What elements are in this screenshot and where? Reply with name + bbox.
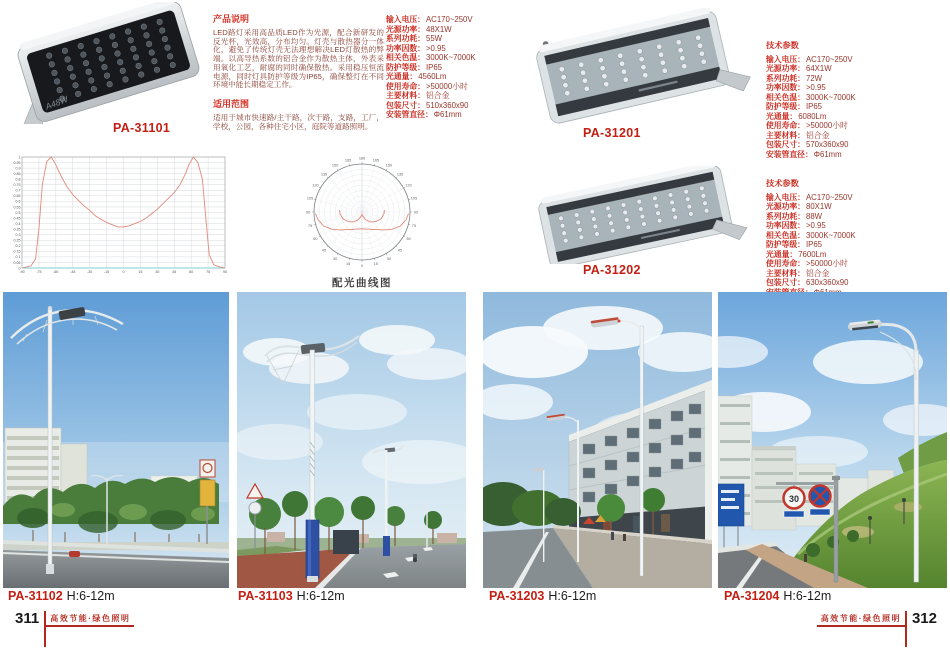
footer-left	[10, 611, 134, 647]
spec-label: 输入电压：	[766, 192, 805, 202]
photo-pa-31103	[237, 292, 466, 588]
svg-text:150: 150	[331, 163, 339, 168]
caption-height: H:6-12m	[783, 589, 832, 603]
svg-text:0.1: 0.1	[15, 255, 21, 260]
spec-row	[766, 277, 946, 287]
spec-row	[766, 54, 946, 64]
spec-label: 安装管直径：	[766, 149, 813, 159]
svg-text:0.8: 0.8	[15, 177, 21, 182]
svg-text:-75: -75	[36, 269, 42, 274]
svg-text:180: 180	[358, 156, 366, 161]
svg-text:75: 75	[206, 269, 211, 274]
spec-label: 使用寿命：	[766, 259, 805, 268]
spec-label: 相关色温：	[386, 53, 425, 62]
caption-model: PA-31102	[8, 589, 63, 603]
wattage-marking: A48W	[43, 93, 70, 112]
spec-value: >0.95	[425, 43, 446, 53]
specs-pa-31202	[766, 178, 946, 296]
spec-label: 光通量：	[386, 72, 418, 81]
spec-label: 相关色温：	[766, 92, 805, 102]
spec-label: 主要材料：	[386, 91, 425, 100]
spec-row	[766, 130, 946, 140]
spec-label: 光源功率：	[766, 202, 805, 211]
car	[69, 551, 80, 557]
spec-row	[766, 201, 946, 211]
spec-value: >0.95	[805, 83, 826, 92]
svg-text:0.25: 0.25	[13, 238, 21, 243]
spec-value: IP65	[805, 240, 823, 249]
spec-label: 光通量：	[766, 111, 798, 121]
svg-text:135: 135	[396, 172, 404, 177]
specs-title: 技术参数	[766, 179, 799, 188]
spec-value: 4560Lm	[418, 72, 447, 81]
photo-caption-pa-31203	[489, 589, 596, 603]
svg-text:-15: -15	[103, 269, 110, 274]
svg-text:90: 90	[223, 269, 227, 274]
svg-text:30: 30	[155, 269, 160, 274]
spec-value: 80X1W	[805, 202, 832, 211]
svg-text:45: 45	[321, 248, 327, 253]
svg-text:0.6: 0.6	[15, 199, 21, 204]
svg-text:0: 0	[18, 266, 21, 271]
svg-text:105: 105	[410, 196, 418, 201]
kiosk	[333, 530, 359, 554]
spec-value: AC170~250V	[805, 192, 853, 202]
photo-pa-31204	[718, 292, 947, 588]
spec-row	[766, 139, 946, 149]
spec-value: Φ61mm	[813, 149, 842, 159]
svg-text:-30: -30	[87, 269, 93, 274]
svg-text:0.5: 0.5	[15, 210, 21, 215]
spec-value: AC170~250V	[425, 15, 473, 24]
svg-text:90: 90	[413, 210, 418, 215]
photo-caption-pa-31103	[238, 589, 345, 603]
spec-row	[766, 92, 946, 102]
spec-label: 主要材料：	[766, 130, 805, 140]
speed-limit-value: 30	[788, 494, 800, 504]
product-image-pa-31202	[516, 166, 762, 264]
footer-right	[817, 611, 942, 647]
caption-model: PA-31103	[238, 589, 293, 603]
photo-caption-pa-31204	[724, 589, 831, 603]
spec-value: Φ61mm	[433, 110, 462, 119]
spec-label: 光通量：	[766, 249, 798, 259]
svg-text:60: 60	[189, 269, 194, 274]
caption-height: H:6-12m	[296, 589, 345, 603]
svg-text:165: 165	[344, 158, 352, 163]
description-body: LED路灯采用高品质LED作为光源，配合新研发的反光杯，光效高，分布均匀。灯壳与散热器分一体化，避免了传统灯壳无法理想解决LED灯散热的弊端。以高导热系数的铝合金作为散热主体，外表采用氧化工艺，耐腐的同时确保散热。采用稳压恒流电源，同时灯具防护等级为IP65，确保整灯在不同环境中能长期稳定工作。	[213, 28, 384, 90]
street-light-head	[536, 166, 749, 264]
spec-row	[766, 211, 946, 221]
spec-row	[766, 120, 946, 130]
spec-label: 包装尺寸：	[766, 278, 805, 287]
svg-text:0.75: 0.75	[13, 183, 21, 188]
spec-value: 铝合金	[425, 91, 450, 100]
svg-text:0: 0	[122, 269, 125, 274]
spec-label: 系列功耗：	[766, 73, 805, 83]
svg-text:0.95: 0.95	[13, 160, 21, 165]
spec-value: 72W	[805, 73, 823, 83]
svg-text:-45: -45	[70, 269, 76, 274]
svg-text:15: 15	[345, 262, 351, 267]
street-light-head	[533, 8, 753, 124]
page-number-left: 311	[15, 610, 40, 627]
product-description-section	[213, 12, 384, 131]
spec-label: 相关色温：	[766, 230, 805, 240]
spec-value: 510x360x90	[425, 100, 469, 110]
svg-text:165: 165	[372, 158, 380, 163]
motorbike	[413, 554, 417, 562]
caption-model: PA-31204	[724, 589, 780, 603]
spec-value: 88W	[805, 211, 823, 221]
spec-value: 铝合金	[805, 268, 830, 278]
polar-chart-caption: 配光曲线图	[332, 277, 392, 289]
svg-text:15: 15	[138, 269, 143, 274]
svg-text:0.7: 0.7	[15, 188, 21, 193]
spec-row	[766, 192, 946, 202]
product-image-pa-31101	[2, 2, 207, 124]
spec-label: 防护等级：	[766, 102, 805, 111]
spec-label: 使用寿命：	[766, 121, 805, 130]
description-title: 产品说明	[213, 14, 250, 24]
spec-row	[766, 249, 946, 259]
svg-text:0.35: 0.35	[13, 227, 21, 232]
spec-row	[766, 230, 946, 240]
spec-value: 7600Lm	[798, 249, 827, 259]
spec-label: 系列功耗：	[766, 211, 805, 221]
pedestrian	[804, 554, 807, 562]
light-distribution-line-chart	[8, 152, 228, 278]
svg-text:60: 60	[313, 237, 318, 242]
spec-label: 功率因数：	[386, 43, 425, 53]
spec-label: 光源功率：	[386, 24, 425, 34]
photo-pa-31102	[3, 292, 229, 588]
blue-pole-base	[306, 520, 319, 578]
model-label-pa-31201: PA-31201	[583, 126, 641, 140]
svg-text:1: 1	[18, 155, 21, 160]
svg-text:0.55: 0.55	[13, 205, 21, 210]
spec-label: 防护等级：	[386, 62, 425, 72]
spec-row	[766, 149, 946, 159]
specs-title: 技术参数	[766, 41, 799, 50]
svg-text:75: 75	[307, 224, 313, 229]
svg-text:45: 45	[397, 248, 403, 253]
spec-row	[766, 101, 946, 111]
svg-text:-90: -90	[19, 269, 25, 274]
street-light-head	[2, 2, 205, 124]
model-label-pa-31202: PA-31202	[583, 263, 641, 277]
spec-value: 48X1W	[425, 24, 452, 34]
spec-row	[766, 220, 946, 230]
application-body: 适用于城市快速路/主干路，次干路，支路，工厂，学校，公园，各种住宅小区，庭院等道路照明。	[213, 112, 384, 131]
specs-pa-31201	[766, 40, 946, 158]
photo-pa-31203	[483, 292, 712, 588]
spec-row	[766, 63, 946, 73]
svg-text:120: 120	[312, 183, 319, 188]
spec-label: 安装管直径：	[386, 110, 433, 119]
svg-text:0.2: 0.2	[15, 244, 21, 249]
spec-label: 输入电压：	[766, 54, 805, 64]
svg-text:60: 60	[406, 237, 411, 242]
svg-text:105: 105	[306, 196, 314, 201]
light-distribution-polar-chart	[287, 154, 437, 272]
svg-text:75: 75	[411, 224, 417, 229]
spec-value: 6080Lm	[798, 111, 827, 121]
spec-value: 铝合金	[805, 130, 830, 140]
svg-text:15: 15	[373, 262, 379, 267]
spec-label: 系列功耗：	[386, 34, 425, 43]
spec-label: 光源功率：	[766, 64, 805, 73]
svg-text:0.3: 0.3	[15, 233, 21, 237]
svg-text:90: 90	[306, 210, 311, 215]
spec-value: IP65	[425, 62, 443, 72]
svg-text:150: 150	[385, 163, 393, 168]
spec-value: >50000小时	[425, 81, 468, 91]
spec-value: 3000K~7000K	[805, 92, 856, 102]
spec-value: AC170~250V	[805, 54, 853, 64]
spec-row	[766, 82, 946, 92]
spec-label: 防护等级：	[766, 240, 805, 249]
spec-value: 3000K~7000K	[425, 53, 476, 62]
spec-label: 功率因数：	[766, 221, 805, 230]
application-title: 适用范围	[213, 98, 250, 109]
spec-value: >50000小时	[805, 259, 848, 268]
svg-text:30: 30	[386, 256, 392, 261]
caption-height: H:6-12m	[66, 589, 115, 603]
svg-text:-60: -60	[53, 269, 59, 274]
svg-text:0.9: 0.9	[15, 166, 21, 171]
svg-text:0.15: 0.15	[13, 249, 21, 254]
svg-text:0.45: 0.45	[13, 216, 21, 221]
caption-height: H:6-12m	[548, 589, 597, 603]
spec-value: >0.95	[805, 221, 826, 230]
product-image-pa-31201	[513, 8, 763, 124]
spec-value: 3000K~7000K	[805, 230, 856, 240]
page-number-right: 312	[911, 610, 937, 627]
model-label-pa-31101: PA-31101	[113, 121, 171, 135]
spec-row	[766, 258, 946, 268]
svg-text:0.65: 0.65	[13, 194, 21, 199]
caption-model: PA-31203	[489, 589, 545, 603]
spec-label: 包装尺寸：	[386, 100, 425, 110]
spec-row	[766, 111, 946, 121]
spec-row	[766, 73, 946, 83]
svg-text:0.4: 0.4	[15, 221, 21, 226]
spec-value: 55W	[425, 34, 443, 43]
svg-text:135: 135	[320, 172, 328, 177]
svg-text:120: 120	[405, 183, 412, 188]
spec-label: 主要材料：	[766, 268, 805, 278]
spec-label: 输入电压：	[386, 15, 425, 24]
spec-value: 630x360x90	[805, 278, 849, 287]
svg-text:0: 0	[360, 264, 364, 269]
svg-text:30: 30	[332, 256, 338, 261]
spec-label: 包装尺寸：	[766, 140, 805, 149]
spec-row	[766, 268, 946, 278]
spec-value: >50000小时	[805, 121, 848, 130]
spec-value: 570x360x90	[805, 140, 849, 149]
svg-text:45: 45	[172, 269, 177, 274]
svg-text:0.05: 0.05	[13, 260, 21, 265]
footer-slogan: 高效节能·绿色照明	[46, 611, 134, 627]
spec-row	[766, 239, 946, 249]
svg-text:0.85: 0.85	[13, 171, 21, 176]
spec-value: IP65	[805, 102, 823, 111]
footer-slogan: 高效节能·绿色照明	[817, 611, 905, 627]
spec-label: 使用寿命：	[386, 81, 425, 91]
photo-caption-pa-31102	[8, 589, 115, 603]
spec-value: 64X1W	[805, 64, 832, 73]
spec-label: 功率因数：	[766, 83, 805, 92]
